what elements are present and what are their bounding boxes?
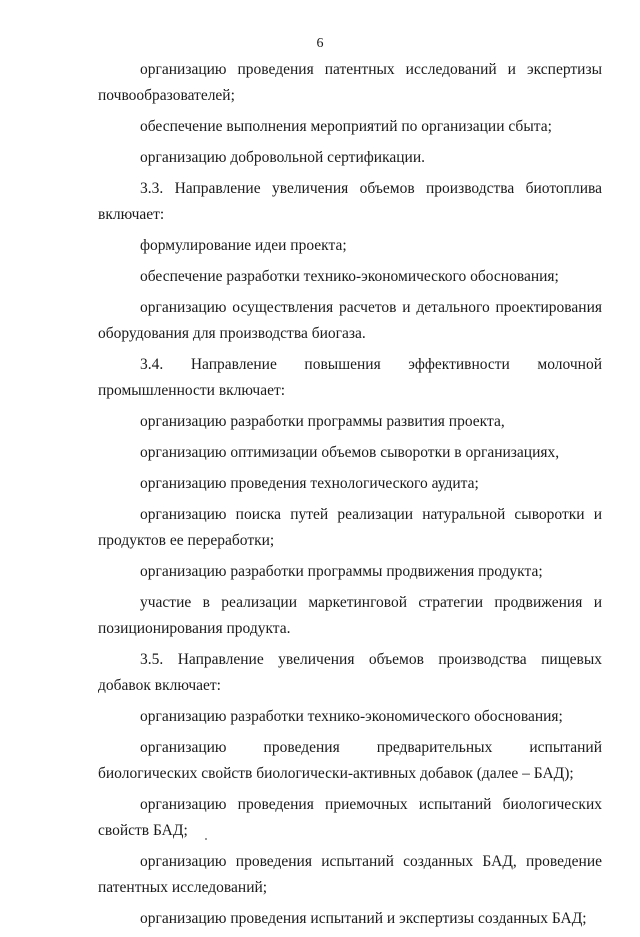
paragraph: организацию оптимизации объемов сыворотки в организациях,: [140, 444, 560, 461]
paragraph: организацию разработки технико-экономического обоснования;: [140, 708, 563, 725]
paragraph: организацию поиска путей реализации натуральной сыворотки и продуктов ее переработки;: [98, 506, 602, 549]
paragraph: организацию проведения технологического аудита;: [140, 475, 479, 492]
scan-speck: [205, 838, 207, 840]
paragraph: организацию осуществления расчетов и детального проектирования оборудования для производства биогаза.: [98, 299, 602, 342]
section-heading-3-5: 3.5. Направление увеличения объемов производства пищевых добавок включает:: [98, 651, 602, 694]
paragraph: формулирование идеи проекта;: [140, 237, 347, 254]
paragraph: участие в реализации маркетинговой стратегии продвижения и позиционирования продукта.: [98, 594, 602, 637]
paragraph: организацию разработки программы развития проекта,: [140, 413, 505, 430]
paragraph: организацию проведения испытаний созданных БАД, проведение патентных исследований;: [98, 853, 602, 896]
section-heading-3-4: 3.4. Направление повышения эффективности молочной промышленности включает:: [98, 356, 602, 399]
paragraph: обеспечение разработки технико-экономического обоснования;: [140, 268, 559, 285]
body-text: [98, 57, 602, 937]
paragraph: организацию проведения предварительных испытаний биологических свойств биологически-активных добавок (далее – БАД);: [98, 739, 602, 782]
paragraph: организацию добровольной сертификации.: [140, 149, 426, 166]
paragraph: организацию проведения патентных исследований и экспертизы почвообразователей;: [98, 61, 602, 104]
paragraph: организацию проведения испытаний и экспертизы созданных БАД;: [140, 910, 587, 927]
paragraph: организацию разработки программы продвижения продукта;: [140, 563, 543, 580]
paragraph: организацию проведения приемочных испытаний биологических свойств БАД;: [98, 796, 602, 839]
paragraph: обеспечение выполнения мероприятий по организации сбыта;: [140, 118, 552, 135]
section-heading-3-3: 3.3. Направление увеличения объемов производства биотоплива включает:: [98, 180, 602, 223]
page-number: 6: [316, 36, 324, 51]
